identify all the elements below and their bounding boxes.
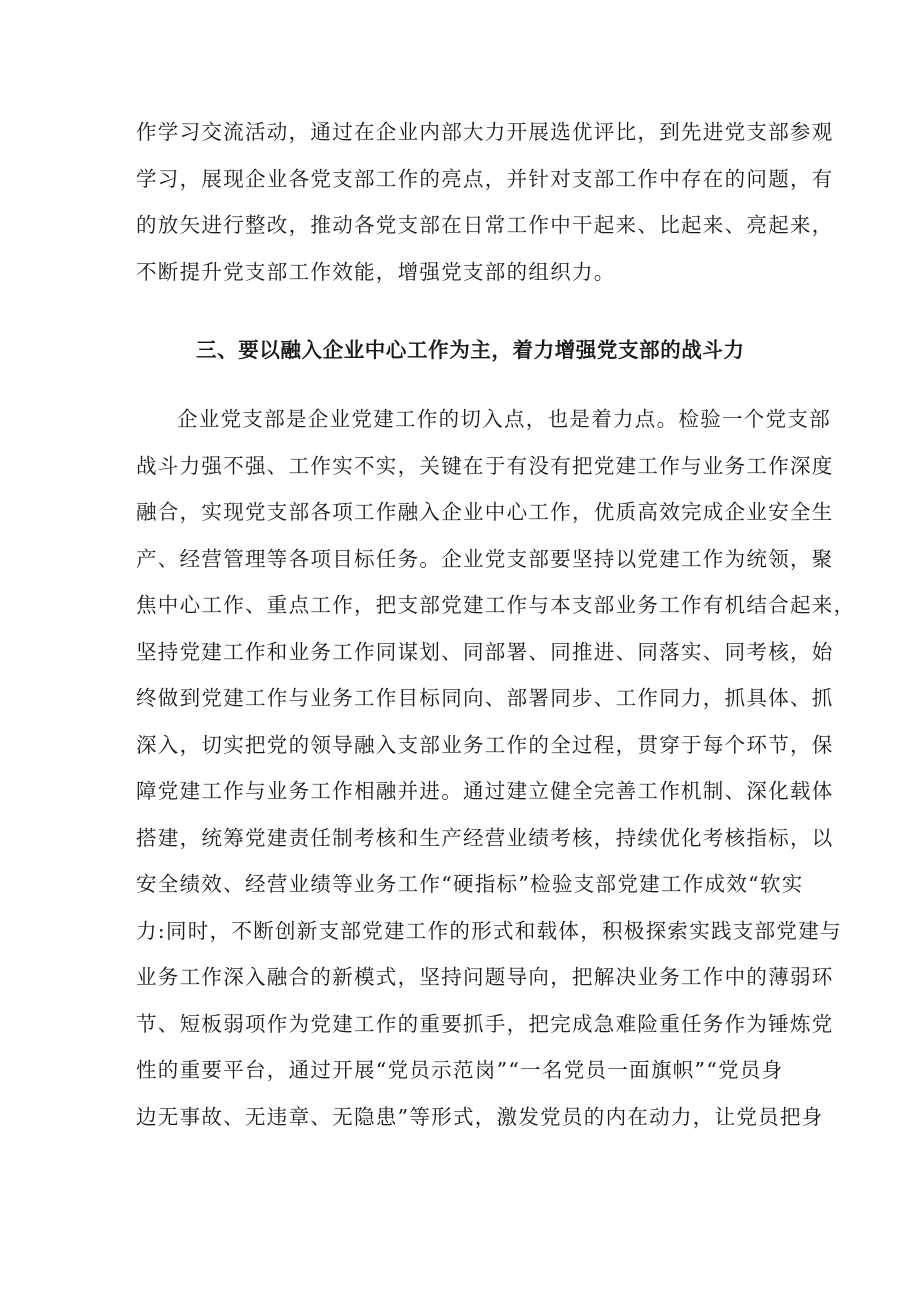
paragraph-2-line-16: 边无事故、无违章、无隐患”等形式，激发党员的内在动力，让党员把身 [136,1105,824,1129]
section-heading-3: 三、要以融入企业中心工作为主，着力增强党支部的战斗力 [196,338,745,362]
paragraph-2-line-8: 深入，切实把党的领导融入支部业务工作的全过程，贯穿于每个环节，保 [136,733,834,757]
paragraph-2-line-4: 产、经营管理等各项目标任务。企业党支部要坚持以党建工作为统领，聚 [136,547,834,571]
paragraph-2-line-13: 业务工作深入融合的新模式，坚持问题导向，把解决业务工作中的薄弱环 [136,965,834,989]
paragraph-2-line-15: 性的重要平台，通过开展“党员示范岗”“一名党员一面旗帜”“党员身 [136,1058,784,1082]
paragraph-2-line-7: 终做到党建工作与业务工作目标同向、部署同步、工作同力，抓具体、抓 [136,686,834,710]
paragraph-1-line-4: 不断提升党支部工作效能，增强党支部的组织力。 [136,260,616,284]
paragraph-2-line-5: 焦中心工作、重点工作，把支部党建工作与本支部业务工作有机结合起来， [136,593,856,617]
paragraph-2-line-11: 安全绩效、经营业绩等业务工作“硬指标”检验支部党建工作成效“软实 [136,872,804,896]
paragraph-2-line-3: 融合，实现党支部各项工作融入企业中心工作，优质高效完成企业安全生 [136,500,834,524]
paragraph-1-line-3: 的放矢进行整改，推动各党支部在日常工作中干起来、比起来、亮起来， [136,213,834,237]
paragraph-1-line-1: 作学习交流活动，通过在企业内部大力开展选优评比，到先进党支部参观 [136,120,834,144]
paragraph-2-line-14: 节、短板弱项作为党建工作的重要抓手，把完成急难险重任务作为锤炼党 [136,1012,834,1036]
paragraph-2-line-6: 坚持党建工作和业务工作同谋划、同部署、同推进、同落实、同考核，始 [136,640,834,664]
paragraph-2-line-10: 搭建，统筹党建责任制考核和生产经营业绩考核，持续优化考核指标，以 [136,826,834,850]
paragraph-2-line-12: 力:同时，不断创新支部党建工作的形式和载体，积极探索实践支部党建与 [136,919,842,943]
paragraph-1-line-2: 学习，展现企业各党支部工作的亮点，并针对支部工作中存在的问题，有 [136,167,834,191]
paragraph-2-line-2: 战斗力强不强、工作实不实，关键在于有没有把党建工作与业务工作深度 [136,454,834,478]
paragraph-2-line-9: 障党建工作与业务工作相融并进。通过建立健全完善工作机制、深化载体 [136,779,834,803]
paragraph-2-line-1: 企业党支部是企业党建工作的切入点，也是着力点。检验一个党支部 [177,407,831,431]
